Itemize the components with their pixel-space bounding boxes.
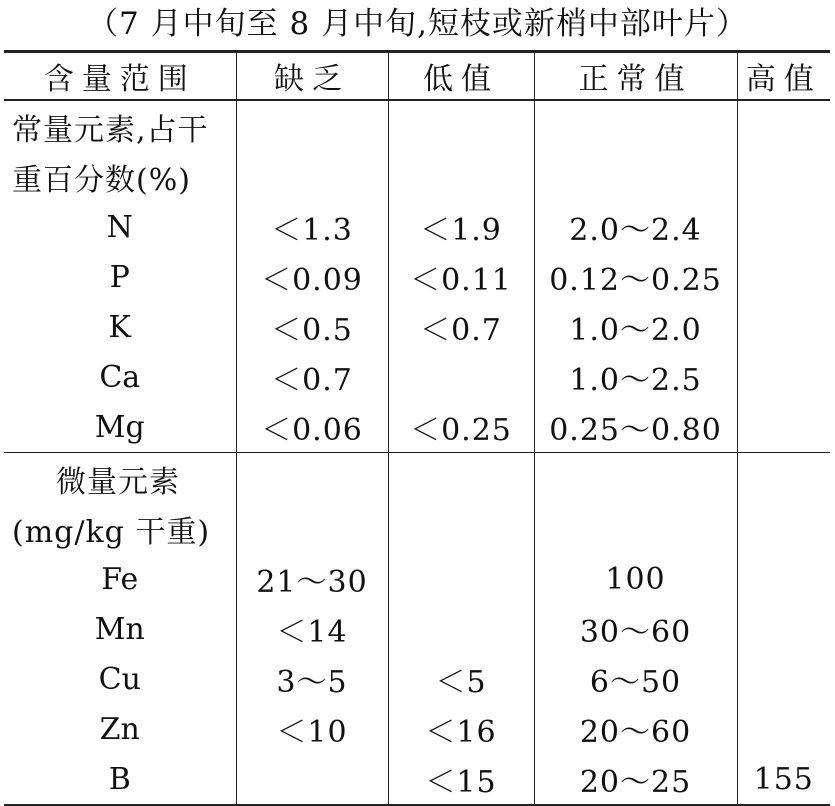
deficient-cell: ＜14 [236,604,388,654]
element-cell: Zn [99,711,140,747]
table-row [4,754,830,805]
table-row [4,352,830,402]
deficient-cell: ＜10 [236,704,388,754]
header-row [4,52,830,101]
low-cell: ＜5 [388,654,534,704]
element-cell: Mn [94,611,145,647]
normal-cell: 20～60 [534,704,737,754]
high-cell [737,604,830,654]
micro-title-row-1 [4,453,830,505]
table-row [4,252,830,302]
element-cell: Mg [94,409,145,445]
header-high: 高值 [737,52,830,101]
macro-title-line2: 重百分数(%) [12,163,191,198]
high-cell: 155 [737,754,830,805]
table-row [4,402,830,453]
header-normal: 正常值 [534,52,737,101]
macro-title-line1: 常量元素,占干 [12,112,209,148]
element-cell: Ca [99,359,141,395]
normal-cell: 1.0～2.0 [534,302,737,352]
table-caption: （7 月中旬至 8 月中旬,短枝或新梢中部叶片） [87,6,748,42]
deficient-cell: ＜0.7 [236,352,388,402]
header-range: 含量范围 [43,62,196,97]
low-cell [388,554,534,604]
header-deficient: 缺乏 [236,52,388,101]
low-cell: ＜16 [388,704,534,754]
element-cell: Fe [101,561,139,597]
macro-title-row-1 [4,100,830,152]
deficient-cell: ＜0.5 [236,302,388,352]
normal-cell: 30～60 [534,604,737,654]
normal-cell: 2.0～2.4 [534,202,737,252]
high-cell [737,402,830,453]
normal-cell: 0.25～0.80 [534,402,737,453]
low-cell [388,352,534,402]
low-cell: ＜1.9 [388,202,534,252]
high-cell [737,202,830,252]
table-row [4,654,830,704]
high-cell [737,704,830,754]
macro-title-row-2 [4,152,830,202]
deficient-cell: ＜0.06 [236,402,388,453]
high-cell [737,654,830,704]
normal-cell: 6～50 [534,654,737,704]
micro-title-line2: (mg/kg 干重) [12,515,211,550]
element-cell: B [108,761,131,797]
table-row [4,704,830,754]
normal-cell: 20～25 [534,754,737,805]
deficient-cell [236,754,388,805]
element-cell: K [108,309,131,345]
table-row [4,202,830,252]
high-cell [737,252,830,302]
element-cell: P [109,259,130,295]
low-cell: ＜15 [388,754,534,805]
high-cell [737,302,830,352]
normal-cell: 100 [534,554,737,604]
low-cell [388,604,534,654]
deficient-cell: 3～5 [236,654,388,704]
high-cell [737,352,830,402]
high-cell [737,554,830,604]
table-row [4,604,830,654]
deficient-cell: ＜0.09 [236,252,388,302]
deficient-cell: 21～30 [236,554,388,604]
micro-title-line1: 微量元素 [56,464,180,500]
element-cell: Cu [98,661,141,697]
header-low: 低值 [388,52,534,101]
micro-title-row-2 [4,504,830,554]
nutrient-standards-table [4,50,830,806]
deficient-cell: ＜1.3 [236,202,388,252]
macro-section [4,100,830,453]
element-cell: N [106,209,133,245]
normal-cell: 0.12～0.25 [534,252,737,302]
low-cell: ＜0.25 [388,402,534,453]
normal-cell: 1.0～2.5 [534,352,737,402]
low-cell: ＜0.11 [388,252,534,302]
low-cell: ＜0.7 [388,302,534,352]
table-row [4,554,830,604]
table-row [4,302,830,352]
micro-section [4,453,830,806]
